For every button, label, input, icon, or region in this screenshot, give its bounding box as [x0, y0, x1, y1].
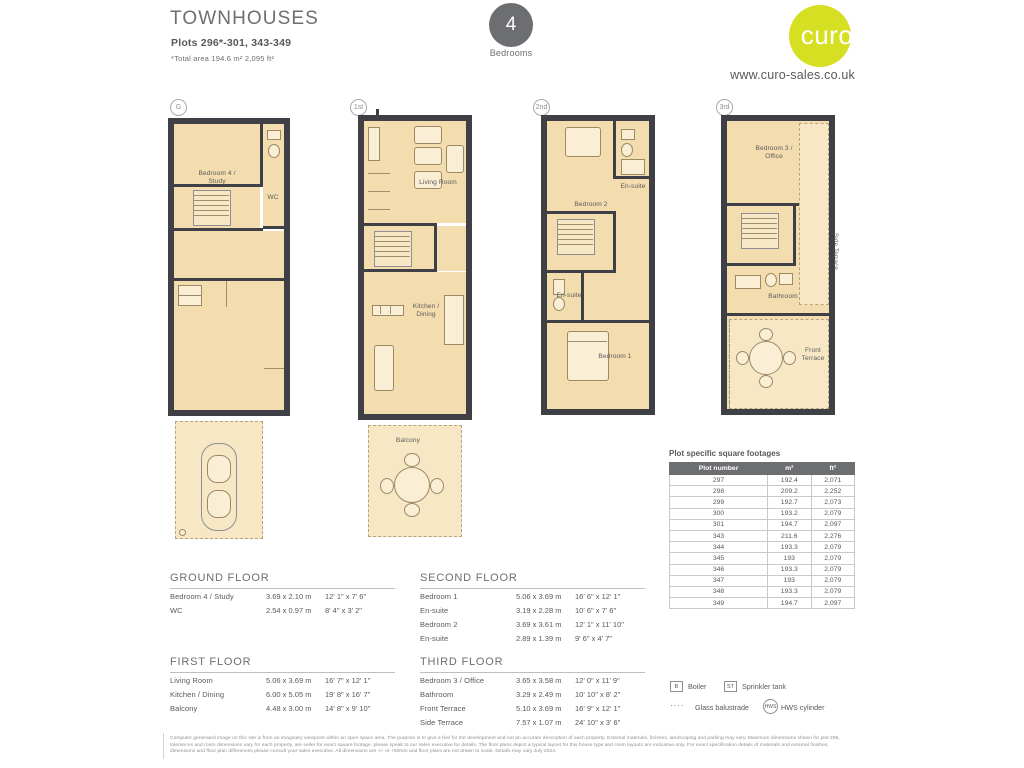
room-label-ensuite-1: En-suite [620, 183, 646, 190]
schedule-row-imperial: 10' 6" x 7' 6" [575, 606, 617, 615]
schedule-row-metric: 3.29 x 2.49 m [516, 690, 562, 699]
schedule-row-name: Bedroom 2 [420, 620, 458, 629]
key-label-glass-balustrade: Glass balustrade [695, 703, 749, 712]
badge-second: 2nd [533, 99, 550, 116]
sqft-table [669, 462, 855, 609]
cell-plot: 301 [670, 519, 768, 530]
room-label-side-terrace: Side Terrace [832, 233, 838, 271]
room-label-kitchen-dining: Kitchen / Dining [412, 303, 440, 318]
schedule-row-metric: 2.89 x 1.39 m [516, 634, 562, 643]
cell-plot: 299 [670, 497, 768, 508]
table-row [670, 564, 855, 575]
schedule-row-name: Bathroom [420, 690, 454, 699]
room-label-ensuite-2: En-suite [556, 292, 582, 299]
cell-sqft: 2,097 [811, 519, 854, 530]
schedule-row-name: WC [170, 606, 183, 615]
schedule-row-metric: 5.06 x 3.69 m [516, 592, 562, 601]
cell-sqm: 194.7 [768, 519, 811, 530]
schedule-row-name: Side Terrace [420, 718, 464, 727]
plots-subtitle: Plots 296*-301, 343-349 [171, 37, 292, 49]
cell-sqm: 193 [768, 553, 811, 564]
key-label-hws-cylinder: HWS cylinder [781, 703, 825, 712]
cell-sqm: 193.2 [768, 508, 811, 519]
table-row [670, 575, 855, 586]
cell-plot: 344 [670, 542, 768, 553]
website-url: www.curo-sales.co.uk [730, 68, 855, 82]
footer-divider [163, 733, 164, 759]
schedule-title-second: SECOND FLOOR [420, 572, 518, 584]
schedule-row-metric: 5.06 x 3.69 m [266, 676, 312, 685]
schedule-row-name: En-suite [420, 606, 449, 615]
room-label-bedroom4-study: Bedroom 4 / Study [198, 170, 236, 185]
schedule-row-metric: 3.65 x 3.58 m [516, 676, 562, 685]
glass-balustrade-icon: ···· [670, 701, 685, 710]
schedule-title-first: FIRST FLOOR [170, 656, 252, 668]
schedule-row-name: Bedroom 1 [420, 592, 458, 601]
table-row [670, 586, 855, 597]
page-title: TOWNHOUSES [170, 8, 319, 29]
bedrooms-count-badge: 4 [489, 3, 533, 47]
cell-plot: 348 [670, 586, 768, 597]
cell-sqm: 194.7 [768, 598, 811, 609]
schedule-row-imperial: 12' 1" x 11' 10" [575, 620, 624, 629]
table-header-row [670, 463, 855, 475]
table-row [670, 553, 855, 564]
table-row [670, 530, 855, 541]
cell-sqft: 2,079 [811, 542, 854, 553]
schedule-row-imperial: 16' 6" x 12' 1" [575, 592, 621, 601]
room-label-bedroom1: Bedroom 1 [598, 353, 632, 360]
cell-sqft: 2,079 [811, 553, 854, 564]
schedule-row-name: Bedroom 3 / Office [420, 676, 485, 685]
cell-sqft: 2,071 [811, 475, 854, 486]
cell-sqm: 193.3 [768, 564, 811, 575]
total-area-note: *Total area 194.6 m² 2,095 ft² [171, 54, 275, 63]
cell-sqm: 193.3 [768, 586, 811, 597]
room-label-balcony: Balcony [395, 437, 421, 444]
cell-sqft: 2,079 [811, 575, 854, 586]
badge-third: 3rd [716, 99, 733, 116]
col-sqm: m² [768, 463, 811, 475]
schedule-row-imperial: 12' 0" x 11' 9" [575, 676, 620, 685]
schedule-row-imperial: 9' 6" x 4' 7" [575, 634, 612, 643]
schedule-row-name: Front Terrace [420, 704, 466, 713]
cell-sqm: 192.7 [768, 497, 811, 508]
first-floor-plan [350, 115, 485, 540]
schedule-row-metric: 3.69 x 3.61 m [516, 620, 562, 629]
cell-plot: 300 [670, 508, 768, 519]
cell-sqm: 211.6 [768, 530, 811, 541]
schedule-row-imperial: 14' 8" x 9' 10" [325, 704, 371, 713]
schedule-row-metric: 6.00 x 5.05 m [266, 690, 312, 699]
cell-plot: 349 [670, 598, 768, 609]
room-label-bedroom3-office: Bedroom 3 / Office [755, 145, 793, 160]
curo-logo-text: curo [800, 20, 854, 50]
schedule-row-name: Balcony [170, 704, 198, 713]
cell-plot: 345 [670, 553, 768, 564]
col-plot-number: Plot number [670, 463, 768, 475]
table-row [670, 508, 855, 519]
cell-sqft: 2,079 [811, 508, 854, 519]
boiler-icon: B [670, 681, 683, 692]
schedule-row-metric: 2.54 x 0.97 m [266, 606, 312, 615]
second-floor-plan [533, 115, 668, 425]
col-sqft: ft² [811, 463, 854, 475]
schedule-row-imperial: 16' 7" x 12' 1" [325, 676, 371, 685]
schedule-row-name: Living Room [170, 676, 213, 685]
schedule-row-imperial: 16' 9" x 12' 1" [575, 704, 621, 713]
schedule-title-third: THIRD FLOOR [420, 656, 504, 668]
cell-plot: 343 [670, 530, 768, 541]
room-label-front-terrace: Front Terrace [801, 347, 825, 362]
table-row [670, 542, 855, 553]
bedrooms-label: Bedrooms [489, 48, 533, 58]
schedule-row-name: En-suite [420, 634, 449, 643]
schedule-row-imperial: 24' 10" x 3' 6" [575, 718, 621, 727]
room-label-bathroom: Bathroom [768, 293, 798, 300]
cell-sqft: 2,276 [811, 530, 854, 541]
badge-ground: G [170, 99, 187, 116]
cell-sqft: 2,073 [811, 497, 854, 508]
cell-plot: 298 [670, 486, 768, 497]
schedule-title-ground: GROUND FLOOR [170, 572, 270, 584]
schedule-row-metric: 3.19 x 2.28 m [516, 606, 562, 615]
cell-plot: 347 [670, 575, 768, 586]
sprinkler-tank-icon: ST [724, 681, 737, 692]
room-label-wc: WC [267, 194, 279, 201]
schedule-row-imperial: 12' 1" x 7' 6" [325, 592, 367, 601]
badge-first: 1st [350, 99, 367, 116]
ground-floor-plan [168, 118, 298, 538]
table-row [670, 486, 855, 497]
cell-sqm: 209.2 [768, 486, 811, 497]
table-row [670, 598, 855, 609]
schedule-row-imperial: 10' 10" x 8' 2" [575, 690, 621, 699]
schedule-row-imperial: 8' 4" x 3' 2" [325, 606, 362, 615]
cell-sqft: 2,097 [811, 598, 854, 609]
schedule-row-metric: 4.48 x 3.00 m [266, 704, 312, 713]
room-label-bedroom2: Bedroom 2 [574, 201, 608, 208]
hws-cylinder-icon: HWS [763, 699, 778, 714]
schedule-row-name: Kitchen / Dining [170, 690, 225, 699]
sqft-table-title: Plot specific square footages [669, 449, 781, 458]
key-label-boiler: Boiler [688, 682, 707, 691]
schedule-row-metric: 5.10 x 3.69 m [516, 704, 562, 713]
room-label-living-room: Living Room [419, 179, 457, 186]
schedule-row-metric: 3.69 x 2.10 m [266, 592, 312, 601]
schedule-row-metric: 7.57 x 1.07 m [516, 718, 562, 727]
cell-sqft: 2,252 [811, 486, 854, 497]
table-row [670, 475, 855, 486]
cell-sqm: 193.3 [768, 542, 811, 553]
cell-plot: 346 [670, 564, 768, 575]
table-row [670, 497, 855, 508]
key-label-sprinkler-tank: Sprinkler tank [742, 682, 786, 691]
disclaimer-text: Computer generated image on this site is from an imaginary viewpoint within an open space area. The purpose is to give a feel for the development and not an accurate description of each property. External materials, finishes, landscaping and parking may vary. Maximum dimensions shown for plot 296, tolerances and room dimensions vary for each property, are seller for exact square footage, please speak to our sales executive for details. The floor plans depict a typical layout for this house type and room layouts are indicative only. For exact specification details of materials and external finishes, dimensions and floor plan differences please consult your sales executive. All dimensions are +/- or +50mm and floor plans are not drawn to scale. Details may vary July 2024. [170, 736, 840, 755]
schedule-row-name: Bedroom 4 / Study [170, 592, 234, 601]
schedule-row-imperial: 19' 8" x 16' 7" [325, 690, 371, 699]
cell-sqm: 193 [768, 575, 811, 586]
cell-sqft: 2,079 [811, 586, 854, 597]
cell-sqm: 192.4 [768, 475, 811, 486]
cell-plot: 297 [670, 475, 768, 486]
table-row [670, 519, 855, 530]
third-floor-plan [713, 115, 853, 425]
cell-sqft: 2,079 [811, 564, 854, 575]
